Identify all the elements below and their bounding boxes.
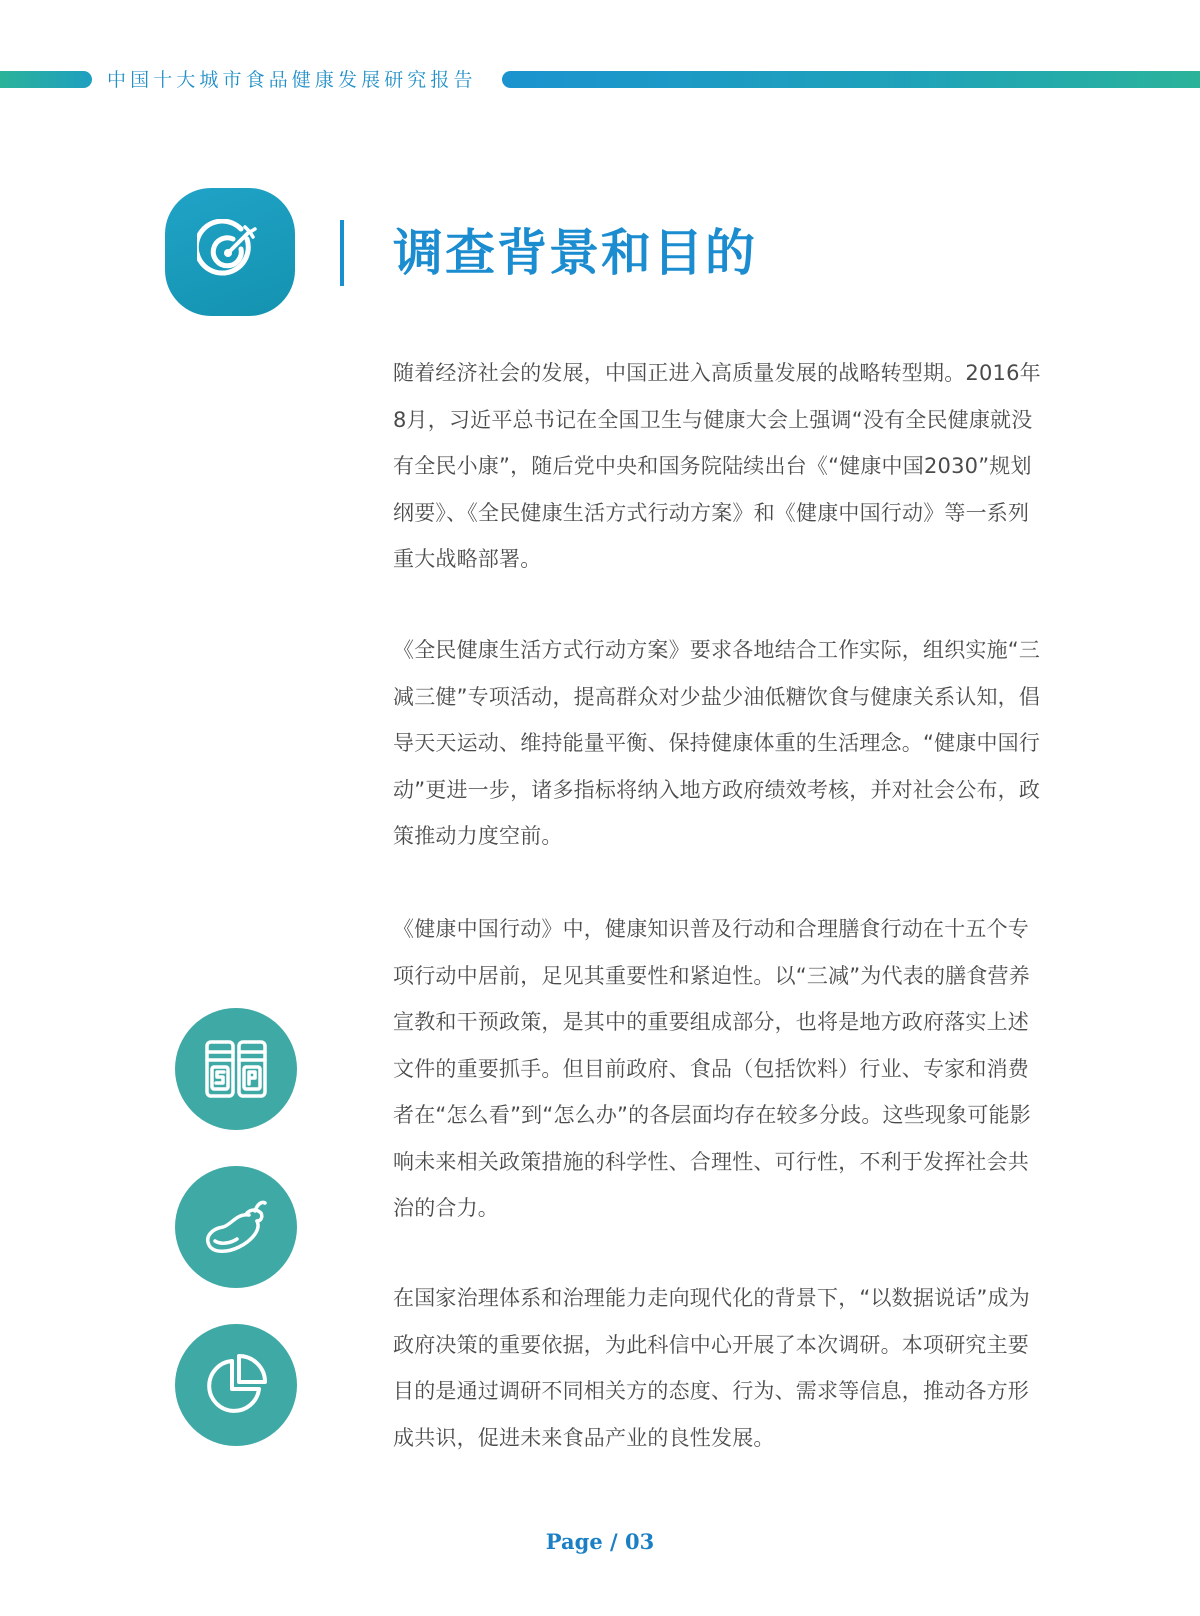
header-bar-right [502, 71, 1200, 88]
report-title: 中国十大城市食品健康发展研究报告 [107, 69, 477, 91]
title-icon-badge [165, 188, 295, 316]
paragraph-1: 随着经济社会的发展，中国正进入高质量发展的战略转型期。2016年8月，习近平总书记在全国卫生与健康大会上强调“没有全民健康就没有全民小康”，随后党中央和国务院陆续出台《“健康中国2030”规划纲要》、《全民健康生活方式行动方案》和《健康中国行动》等一系列重大战略部署。 [393, 361, 1041, 571]
side-icon-condiments [175, 1008, 297, 1130]
page-title: 调查背景和目的 [393, 224, 757, 282]
target-icon [197, 219, 263, 285]
pie-chart-icon [203, 1352, 269, 1418]
paragraph-3: 《健康中国行动》中，健康知识普及行动和合理膳食行动在十五个专项行动中居前，足见其重要性和紧迫性。以“三减”为代表的膳食营养宣教和干预政策，是其中的重要组成部分，也将是地方政府落实上述文件的重要抓手。但目前政府、食品（包括饮料）行业、专家和消费者在“怎么看”到“怎么办”的各层面均存在较多分歧。这些现象可能影响未来相关政策措施的科学性、合理性、可行性，不利于发挥社会共治的合力。 [393, 917, 1031, 1220]
header-bar-left [0, 71, 92, 88]
side-icon-vegetable [175, 1166, 297, 1288]
title-divider [340, 220, 344, 286]
paragraph-4: 在国家治理体系和治理能力走向现代化的背景下，“以数据说话”成为政府决策的重要依据，为此科信中心开展了本次调研。本项研究主要目的是通过调研不同相关方的态度、行为、需求等信息，推动各方形成共识，促进未来食品产业的良性发展。 [393, 1286, 1030, 1450]
page-number: Page / 03 [545, 1529, 655, 1554]
paragraph-2: 《全民健康生活方式行动方案》要求各地结合工作实际，组织实施“三减三健”专项活动，提高群众对少盐少油低糖饮食与健康关系认知，倡导天天运动、维持能量平衡、保持健康体重的生活理念。“健康中国行动”更进一步，诸多指标将纳入地方政府绩效考核，并对社会公布，政策推动力度空前。 [393, 638, 1041, 848]
salt-pepper-icon [203, 1038, 269, 1100]
eggplant-icon [201, 1197, 271, 1257]
side-icon-analytics [175, 1324, 297, 1446]
